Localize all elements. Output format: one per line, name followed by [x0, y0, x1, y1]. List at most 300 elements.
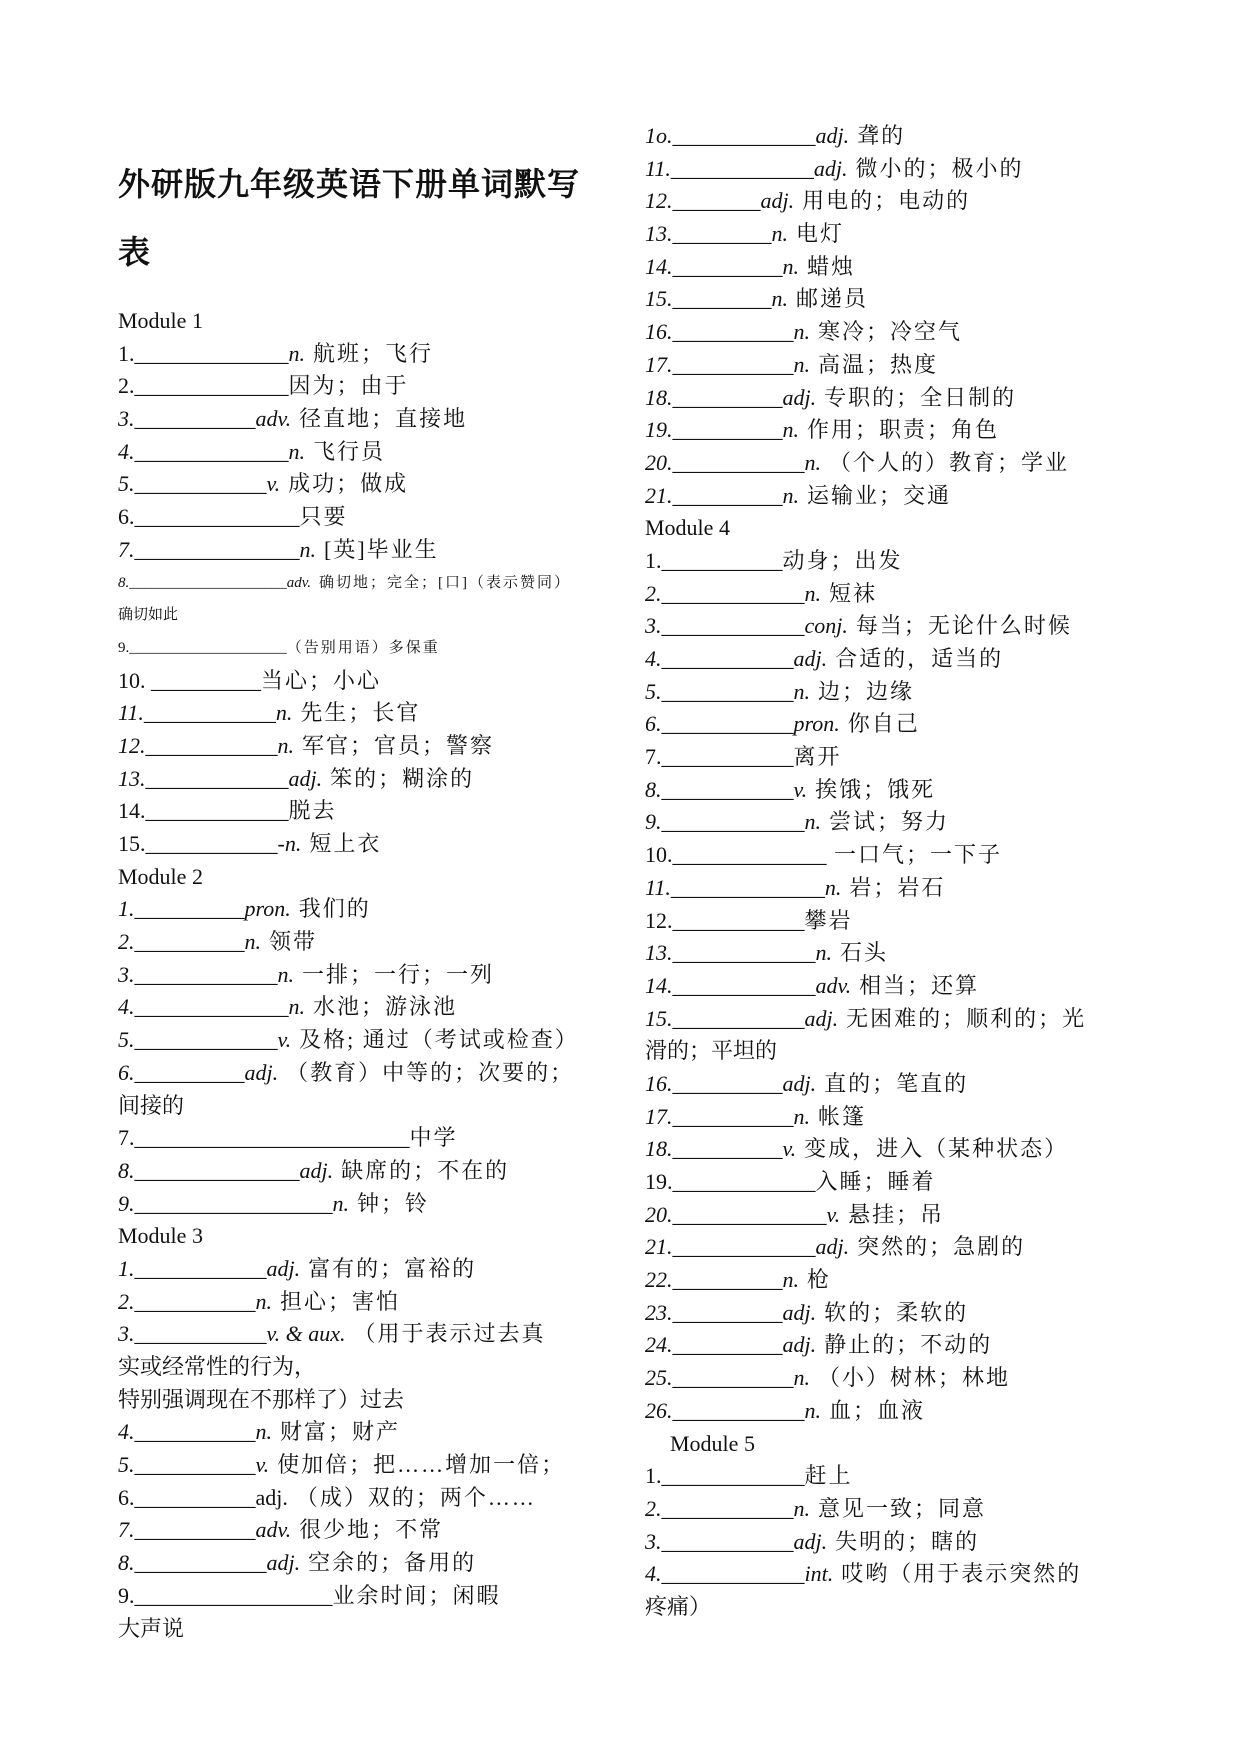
answer-blank[interactable]: ____________	[145, 732, 278, 758]
item-number: 3.	[118, 1321, 135, 1347]
item-number: 20.	[645, 449, 673, 475]
chinese-meaning: 失明的；瞎的	[835, 1528, 980, 1554]
vocab-item	[118, 1547, 628, 1580]
title-line-2: 表	[118, 234, 152, 270]
vocab-item	[645, 1460, 1165, 1493]
answer-blank[interactable]: ____________	[661, 1528, 794, 1554]
part-of-speech: n.	[804, 1397, 821, 1423]
vocab-item	[645, 937, 1165, 970]
item-number: 2.	[118, 373, 135, 399]
vocab-item	[118, 370, 628, 403]
vocab-item	[118, 697, 628, 730]
answer-blank[interactable]: _____________	[134, 1027, 278, 1053]
item-number: 1.	[118, 896, 135, 922]
chinese-meaning: 使加倍；把……增加一倍；	[277, 1452, 566, 1478]
chinese-meaning: 因为；由于	[288, 373, 409, 399]
vocab-item	[645, 774, 1165, 807]
part-of-speech: adj.	[760, 188, 795, 214]
vocab-item	[645, 741, 1165, 774]
answer-blank[interactable]: __________	[672, 253, 783, 279]
vocab-item	[645, 905, 1165, 938]
part-of-speech: adv.	[255, 406, 292, 432]
chinese-meaning: 及格; 通过（考试或检查）	[299, 1027, 579, 1053]
item-number: 6.	[645, 711, 662, 737]
answer-blank[interactable]: ___________	[672, 351, 794, 377]
item-number: 20.	[645, 1201, 673, 1227]
answer-blank[interactable]: ___________	[134, 1452, 256, 1478]
answer-blank[interactable]: __________	[672, 1070, 783, 1096]
vocab-item	[645, 1068, 1165, 1101]
chinese-meaning: 缺席的；不在的	[341, 1157, 510, 1183]
part-of-speech: adj.	[804, 1005, 839, 1031]
chinese-meaning: 帐篷	[818, 1103, 867, 1129]
answer-blank[interactable]: ____________	[661, 646, 794, 671]
item-number: 11.	[645, 155, 671, 181]
answer-blank[interactable]: __________	[672, 1299, 783, 1325]
part-of-speech: adj.	[782, 1299, 817, 1325]
chinese-meaning: 动身；出发	[782, 547, 903, 573]
item-number: 10.	[645, 842, 673, 868]
item-number: 13.	[645, 940, 673, 966]
vocab-item	[118, 1253, 628, 1286]
chinese-meaning: 悬挂；吊	[848, 1201, 945, 1227]
vocab-item	[645, 1133, 1165, 1166]
part-of-speech: adj.	[815, 123, 850, 148]
part-of-speech: n.	[255, 1288, 272, 1314]
answer-blank[interactable]: ______________	[670, 874, 825, 900]
part-of-speech: adj.	[255, 1484, 288, 1510]
item-number: 16.	[645, 1070, 673, 1096]
part-of-speech: n.	[782, 1267, 799, 1293]
answer-blank[interactable]: ______________	[134, 373, 289, 399]
item-number: 14.	[645, 253, 673, 279]
item-number: 2.	[118, 1288, 135, 1314]
answer-blank[interactable]: _____________	[672, 1169, 816, 1194]
answer-blank[interactable]: _____________	[145, 765, 289, 791]
chinese-meaning: 寒冷；冷空气	[818, 319, 963, 345]
answer-blank[interactable]: ____________	[134, 1255, 267, 1281]
vocab-item	[645, 447, 1165, 480]
answer-blank[interactable]: ______________	[134, 340, 289, 366]
chinese-meaning: 专职的；全日制的	[824, 384, 1017, 410]
answer-blank[interactable]: _____________	[661, 613, 805, 639]
chinese-meaning: 电灯	[796, 221, 845, 247]
part-of-speech: n.	[244, 929, 261, 955]
part-of-speech: conj.	[804, 613, 848, 639]
part-of-speech: n.	[288, 340, 305, 366]
answer-blank[interactable]: _____________	[661, 1561, 805, 1587]
part-of-speech: adj.	[815, 1234, 850, 1260]
chinese-meaning: 短袜	[829, 580, 878, 606]
answer-blank[interactable]: ____________	[661, 678, 794, 704]
chinese-meaning: 当心；小心	[261, 667, 382, 693]
vocab-item	[118, 468, 628, 501]
answer-blank[interactable]: __________	[134, 896, 245, 922]
vocab-item	[645, 1003, 1165, 1036]
answer-blank[interactable]: _______________	[134, 1157, 300, 1183]
vocab-item	[645, 545, 1165, 578]
vocab-item	[645, 1297, 1165, 1330]
vocab-item	[645, 1101, 1165, 1134]
vocab-item	[645, 708, 1165, 741]
item-number: 22.	[645, 1267, 673, 1293]
part-of-speech: v.	[255, 1452, 270, 1478]
answer-blank[interactable]: ____________	[145, 831, 278, 856]
vocab-item	[645, 1329, 1165, 1362]
chinese-meaning: 突然的；急剧的	[857, 1234, 1026, 1260]
part-of-speech: int.	[804, 1561, 834, 1587]
answer-blank[interactable]: ___________	[134, 1288, 256, 1314]
vocab-item	[645, 1395, 1165, 1428]
vocab-item	[118, 338, 628, 371]
answer-blank[interactable]: _____________________	[129, 639, 287, 656]
answer-blank[interactable]: ___________	[672, 1103, 794, 1129]
item-number: 19.	[645, 1169, 673, 1194]
part-of-speech: n.	[793, 351, 810, 377]
part-of-speech: adj.	[266, 1550, 301, 1576]
part-of-speech: adj.	[288, 765, 323, 791]
vocab-item	[118, 1057, 628, 1090]
part-of-speech: v.	[782, 1136, 797, 1162]
vocab-item	[118, 403, 628, 436]
answer-blank[interactable]: ______________	[134, 438, 289, 464]
item-number: 1o.	[645, 123, 673, 148]
chinese-meaning: [英]毕业生	[324, 536, 439, 562]
chinese-meaning: 静止的；不动的	[824, 1332, 993, 1358]
chinese-meaning: 成功；做成	[288, 471, 409, 497]
item-number: 8.	[118, 1157, 135, 1183]
part-of-speech: n.	[288, 438, 305, 464]
chinese-meaning: 枪	[807, 1267, 832, 1293]
item-number: 4.	[645, 646, 662, 671]
vocab-item	[645, 806, 1165, 839]
chinese-meaning: 军官；官员；警察	[302, 732, 495, 758]
chinese-meaning: 脱去	[288, 798, 337, 824]
answer-blank[interactable]: _____________	[672, 123, 816, 148]
chinese-meaning: 用电的；电动的	[802, 188, 971, 214]
chinese-meaning: 邮递员	[796, 286, 869, 312]
answer-blank[interactable]: ____________	[134, 1550, 267, 1576]
part-of-speech: v.	[277, 1027, 292, 1053]
vocab-item	[118, 795, 628, 828]
item-number: 5.	[118, 1452, 135, 1478]
answer-blank[interactable]: __________	[672, 1136, 783, 1162]
part-of-speech: n.	[793, 678, 810, 704]
answer-blank[interactable]: _____________	[661, 1463, 805, 1489]
item-number: 3.	[645, 613, 662, 639]
part-of-speech: adj.	[244, 1059, 279, 1085]
vocab-item	[118, 534, 628, 567]
chinese-meaning: 作用；职责；角色	[807, 417, 1000, 443]
part-of-speech: adj.	[813, 155, 848, 181]
answer-blank[interactable]: ___________	[134, 1419, 256, 1445]
chinese-meaning: 合适的，适当的	[835, 646, 1004, 671]
module-heading: Module 2	[118, 863, 203, 889]
answer-blank[interactable]: ______________	[672, 842, 827, 868]
item-continuation: 滑的；平坦的	[645, 1038, 778, 1064]
answer-blank[interactable]: ____________	[672, 1005, 805, 1031]
answer-blank[interactable]: ___________	[672, 1365, 794, 1391]
part-of-speech: v.	[266, 471, 281, 497]
part-of-speech: n.	[804, 809, 821, 835]
vocab-item	[645, 185, 1165, 218]
part-of-speech: n.	[782, 253, 799, 279]
chinese-meaning: （个人的）教育；学业	[829, 449, 1070, 475]
chinese-meaning: 变成，进入（某种状态）	[804, 1136, 1069, 1162]
chinese-meaning: 担心；害怕	[280, 1288, 401, 1314]
answer-blank[interactable]: _______________	[134, 504, 300, 530]
answer-blank[interactable]: _____________	[134, 961, 278, 987]
chinese-meaning: 意见一致；同意	[818, 1495, 987, 1521]
vocab-item	[645, 578, 1165, 611]
item-continuation: 间接的	[118, 1092, 185, 1118]
chinese-meaning: 只要	[299, 504, 348, 530]
item-number: 21.	[645, 1234, 673, 1260]
chinese-meaning: 短上衣	[309, 831, 382, 856]
vocab-item	[645, 283, 1165, 316]
vocab-item	[645, 349, 1165, 382]
left-column	[118, 305, 628, 1645]
answer-blank[interactable]: _____________	[661, 809, 805, 835]
vocab-item	[118, 501, 628, 534]
chinese-meaning: 你自己	[847, 711, 920, 737]
vocab-item	[118, 1416, 628, 1449]
answer-blank[interactable]: ____________	[672, 907, 805, 933]
item-number: 8.	[118, 574, 130, 591]
part-of-speech: -n.	[277, 831, 302, 856]
part-of-speech: adv.	[286, 574, 312, 591]
item-continuation: 大声说	[118, 1615, 185, 1641]
answer-blank[interactable]: ___________	[134, 1484, 256, 1510]
document-title	[118, 150, 618, 286]
answer-blank[interactable]: ____________	[661, 744, 794, 770]
part-of-speech: adj.	[782, 1332, 817, 1358]
item-number: 6.	[118, 1484, 135, 1510]
item-number: 5.	[118, 471, 135, 497]
chinese-meaning: 入睡；睡着	[815, 1169, 936, 1194]
item-number: 6.	[118, 1059, 135, 1085]
vocab-item	[118, 730, 628, 763]
item-number: 12.	[645, 188, 673, 214]
chinese-meaning: 径直地；直接地	[299, 406, 468, 432]
answer-blank[interactable]: __________	[672, 482, 783, 508]
answer-blank[interactable]: ____________	[143, 700, 276, 726]
chinese-meaning: 航班；飞行	[313, 340, 434, 366]
part-of-speech: pron.	[244, 896, 291, 922]
part-of-speech: n.	[815, 940, 832, 966]
answer-blank[interactable]: _____________	[145, 798, 289, 824]
answer-blank[interactable]: ___________	[134, 406, 256, 432]
chinese-meaning: 挨饿；饿死	[815, 776, 936, 802]
part-of-speech: v. & aux.	[266, 1321, 346, 1347]
item-number: 2.	[645, 1495, 662, 1521]
answer-blank[interactable]: ________	[672, 188, 761, 214]
item-number: 18.	[645, 1136, 673, 1162]
answer-blank[interactable]: __________	[672, 417, 783, 443]
part-of-speech: n.	[793, 1495, 810, 1521]
item-number: 19.	[645, 417, 673, 443]
item-number: 9.	[645, 809, 662, 835]
item-number: 24.	[645, 1332, 673, 1358]
answer-blank[interactable]: __________	[672, 384, 783, 410]
answer-blank[interactable]: ____________	[661, 711, 794, 737]
part-of-speech: n.	[804, 580, 821, 606]
item-number: 10.	[118, 667, 151, 693]
part-of-speech: n.	[782, 417, 799, 443]
answer-blank[interactable]: _____________	[672, 940, 816, 966]
vocab-item	[118, 1122, 628, 1155]
item-number: 8.	[645, 776, 662, 802]
chinese-meaning: 离开	[793, 744, 842, 770]
item-number: 21.	[645, 482, 673, 508]
part-of-speech: n.	[793, 1103, 810, 1129]
part-of-speech: n.	[277, 732, 294, 758]
chinese-meaning: 尝试；努力	[829, 809, 950, 835]
vocab-item	[118, 893, 628, 926]
vocab-item	[118, 1449, 628, 1482]
vocab-item	[118, 926, 628, 959]
item-number: 15.	[645, 1005, 673, 1031]
answer-blank[interactable]: __________________	[134, 1190, 333, 1216]
chinese-meaning: 领带	[269, 929, 318, 955]
answer-blank[interactable]: ____________	[672, 449, 805, 475]
chinese-meaning: 一口气；一下子	[826, 842, 1003, 868]
chinese-meaning: 飞行员	[313, 438, 386, 464]
item-continuation: 确切如此	[118, 607, 179, 624]
vocab-item	[645, 382, 1165, 415]
item-number: 11.	[118, 700, 144, 726]
vocab-item	[118, 1580, 628, 1613]
part-of-speech: adv.	[255, 1517, 292, 1543]
part-of-speech: adv.	[815, 972, 852, 998]
item-number: 9.	[118, 639, 130, 656]
chinese-meaning: 确切地；完全；[口]（表示赞同）	[319, 574, 572, 591]
answer-blank[interactable]: ____________	[134, 471, 267, 497]
chinese-meaning: 一排；一行；一列	[302, 961, 495, 987]
item-number: 26.	[645, 1397, 673, 1423]
item-number: 5.	[118, 1027, 135, 1053]
chinese-meaning: （用于表示过去真	[353, 1321, 546, 1347]
item-number: 2.	[118, 929, 135, 955]
answer-blank[interactable]: _____________________	[129, 574, 287, 591]
part-of-speech: adj.	[793, 1528, 828, 1554]
item-number: 4.	[118, 1419, 135, 1445]
chinese-meaning: 我们的	[298, 896, 371, 922]
chinese-meaning: （成）双的；两个……	[295, 1484, 536, 1510]
chinese-meaning: 中学	[409, 1125, 458, 1151]
chinese-meaning: 业余时间；闲暇	[332, 1582, 501, 1608]
vocab-item	[118, 959, 628, 992]
vocab-item	[645, 1166, 1165, 1199]
answer-blank[interactable]: ___________	[672, 319, 794, 345]
part-of-speech: n.	[793, 1365, 810, 1391]
answer-blank[interactable]: ____________	[134, 1321, 267, 1347]
answer-blank[interactable]: ___________	[134, 1517, 256, 1543]
chinese-meaning: 富有的；富裕的	[308, 1255, 477, 1281]
item-number: 3.	[645, 1528, 662, 1554]
part-of-speech: n.	[793, 319, 810, 345]
vocab-item	[645, 1493, 1165, 1526]
answer-blank[interactable]: _________________________	[134, 1125, 410, 1151]
right-column	[645, 120, 1165, 1624]
vocab-item	[645, 480, 1165, 513]
vocab-item	[118, 1286, 628, 1319]
vocab-item	[118, 436, 628, 469]
vocab-item	[645, 153, 1165, 186]
item-number: 9.	[118, 1582, 135, 1608]
part-of-speech: n.	[782, 482, 799, 508]
item-number: 4.	[645, 1561, 662, 1587]
chinese-meaning: 笨的；糊涂的	[330, 765, 475, 791]
item-number: 12.	[645, 907, 673, 933]
vocab-item	[645, 414, 1165, 447]
answer-blank[interactable]: __________	[134, 929, 245, 955]
answer-blank[interactable]: _________	[672, 286, 772, 312]
answer-blank[interactable]: _________	[672, 221, 772, 247]
answer-blank[interactable]: ____________	[661, 776, 794, 802]
chinese-meaning: 赶上	[804, 1463, 853, 1489]
item-number: 7.	[118, 1125, 135, 1151]
answer-blank[interactable]: ____________	[661, 1495, 794, 1521]
part-of-speech: v.	[826, 1201, 841, 1227]
item-number: 13.	[645, 221, 673, 247]
item-number: 7.	[118, 536, 135, 562]
item-number: 15.	[645, 286, 673, 312]
answer-blank[interactable]: __________	[151, 667, 261, 693]
item-number: 1.	[645, 547, 662, 573]
chinese-meaning: 先生；长官	[300, 700, 421, 726]
answer-blank[interactable]: _____________	[672, 972, 816, 998]
item-number: 6.	[118, 504, 135, 530]
item-number: 14.	[645, 972, 673, 998]
item-number: 1.	[118, 340, 135, 366]
vocab-item	[645, 839, 1165, 872]
chinese-meaning: 血；血液	[829, 1397, 926, 1423]
item-number: 7.	[645, 744, 662, 770]
item-number: 18.	[645, 384, 673, 410]
vocab-item	[118, 1188, 628, 1221]
item-number: 3.	[118, 961, 135, 987]
item-number: 4.	[118, 438, 135, 464]
answer-blank[interactable]: ______________	[134, 994, 289, 1020]
item-number: 14.	[118, 798, 146, 824]
answer-blank[interactable]: __________	[672, 1332, 783, 1358]
answer-blank[interactable]: ___________	[661, 547, 783, 573]
answer-blank[interactable]: __________________	[134, 1582, 333, 1608]
chinese-meaning: （小）树林；林地	[818, 1365, 1011, 1391]
item-number: 3.	[118, 406, 135, 432]
part-of-speech: adj.	[299, 1157, 334, 1183]
answer-blank[interactable]: _____________	[672, 1234, 816, 1260]
item-continuation: 实或经常性的行为，	[118, 1354, 317, 1379]
answer-blank[interactable]: __________	[134, 1059, 245, 1085]
answer-blank[interactable]: __________	[672, 1267, 783, 1293]
answer-blank[interactable]: _____________	[661, 580, 805, 606]
chinese-meaning: 软的；柔软的	[824, 1299, 969, 1325]
item-number: 12.	[118, 732, 146, 758]
answer-blank[interactable]: _______________	[134, 536, 300, 562]
vocab-item	[645, 1362, 1165, 1395]
answer-blank[interactable]: ____________	[672, 1397, 805, 1423]
part-of-speech: n.	[824, 874, 842, 900]
chinese-meaning: 哎哟（用于表示突然的	[841, 1561, 1082, 1587]
part-of-speech: n.	[299, 536, 316, 562]
title-line-1: 外研版九年级英语下册单词默写	[118, 166, 581, 202]
answer-blank[interactable]: ______________	[672, 1201, 827, 1227]
vocab-item	[645, 251, 1165, 284]
vocab-item	[645, 120, 1165, 153]
answer-blank[interactable]: _____________	[670, 155, 814, 181]
